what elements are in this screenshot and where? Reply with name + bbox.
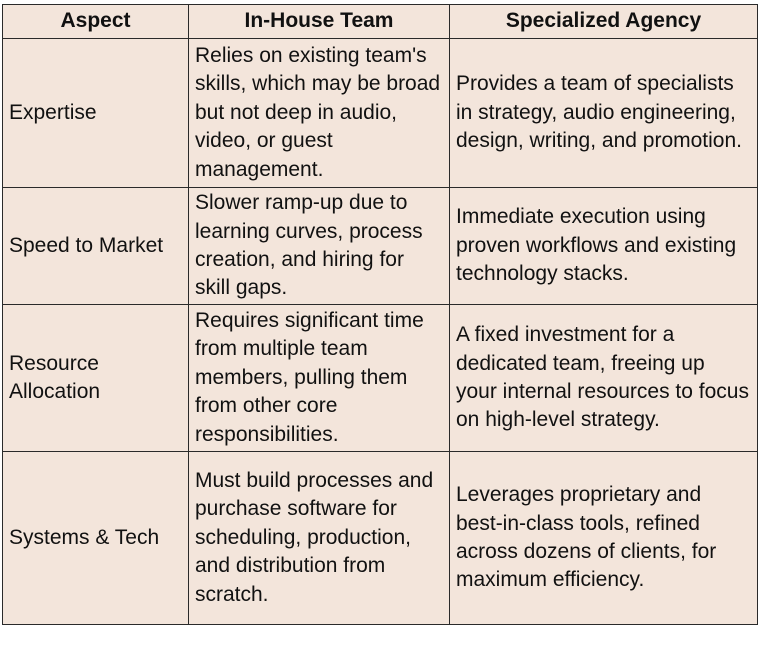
table-row bbox=[3, 452, 758, 625]
aspect-cell: Expertise bbox=[3, 39, 189, 188]
in-house-cell: Requires significant time from multiple team members, pulling them from other core responsibilities. bbox=[189, 305, 450, 452]
header-row bbox=[3, 5, 758, 39]
in-house-cell: Must build processes and purchase software for scheduling, production, and distribution from scratch. bbox=[189, 452, 450, 625]
header-in-house-team: In-House Team bbox=[189, 5, 450, 39]
table-row bbox=[3, 188, 758, 305]
aspect-cell: Speed to Market bbox=[3, 188, 189, 305]
in-house-cell: Slower ramp-up due to learning curves, process creation, and hiring for skill gaps. bbox=[189, 188, 450, 305]
aspect-cell: Systems & Tech bbox=[3, 452, 189, 625]
table-row bbox=[3, 39, 758, 188]
header-specialized-agency: Specialized Agency bbox=[450, 5, 758, 39]
table-row bbox=[3, 305, 758, 452]
header-aspect: Aspect bbox=[3, 5, 189, 39]
agency-cell: A fixed investment for a dedicated team, freeing up your internal resources to focus on high-level strategy. bbox=[450, 305, 758, 452]
in-house-cell: Relies on existing team's skills, which may be broad but not deep in audio, video, or guest management. bbox=[189, 39, 450, 188]
aspect-cell: Resource Allocation bbox=[3, 305, 189, 452]
agency-cell: Leverages proprietary and best-in-class tools, refined across dozens of clients, for maximum efficiency. bbox=[450, 452, 758, 625]
agency-cell: Immediate execution using proven workflows and existing technology stacks. bbox=[450, 188, 758, 305]
agency-cell: Provides a team of specialists in strategy, audio engineering, design, writing, and promotion. bbox=[450, 39, 758, 188]
comparison-table bbox=[2, 4, 758, 625]
